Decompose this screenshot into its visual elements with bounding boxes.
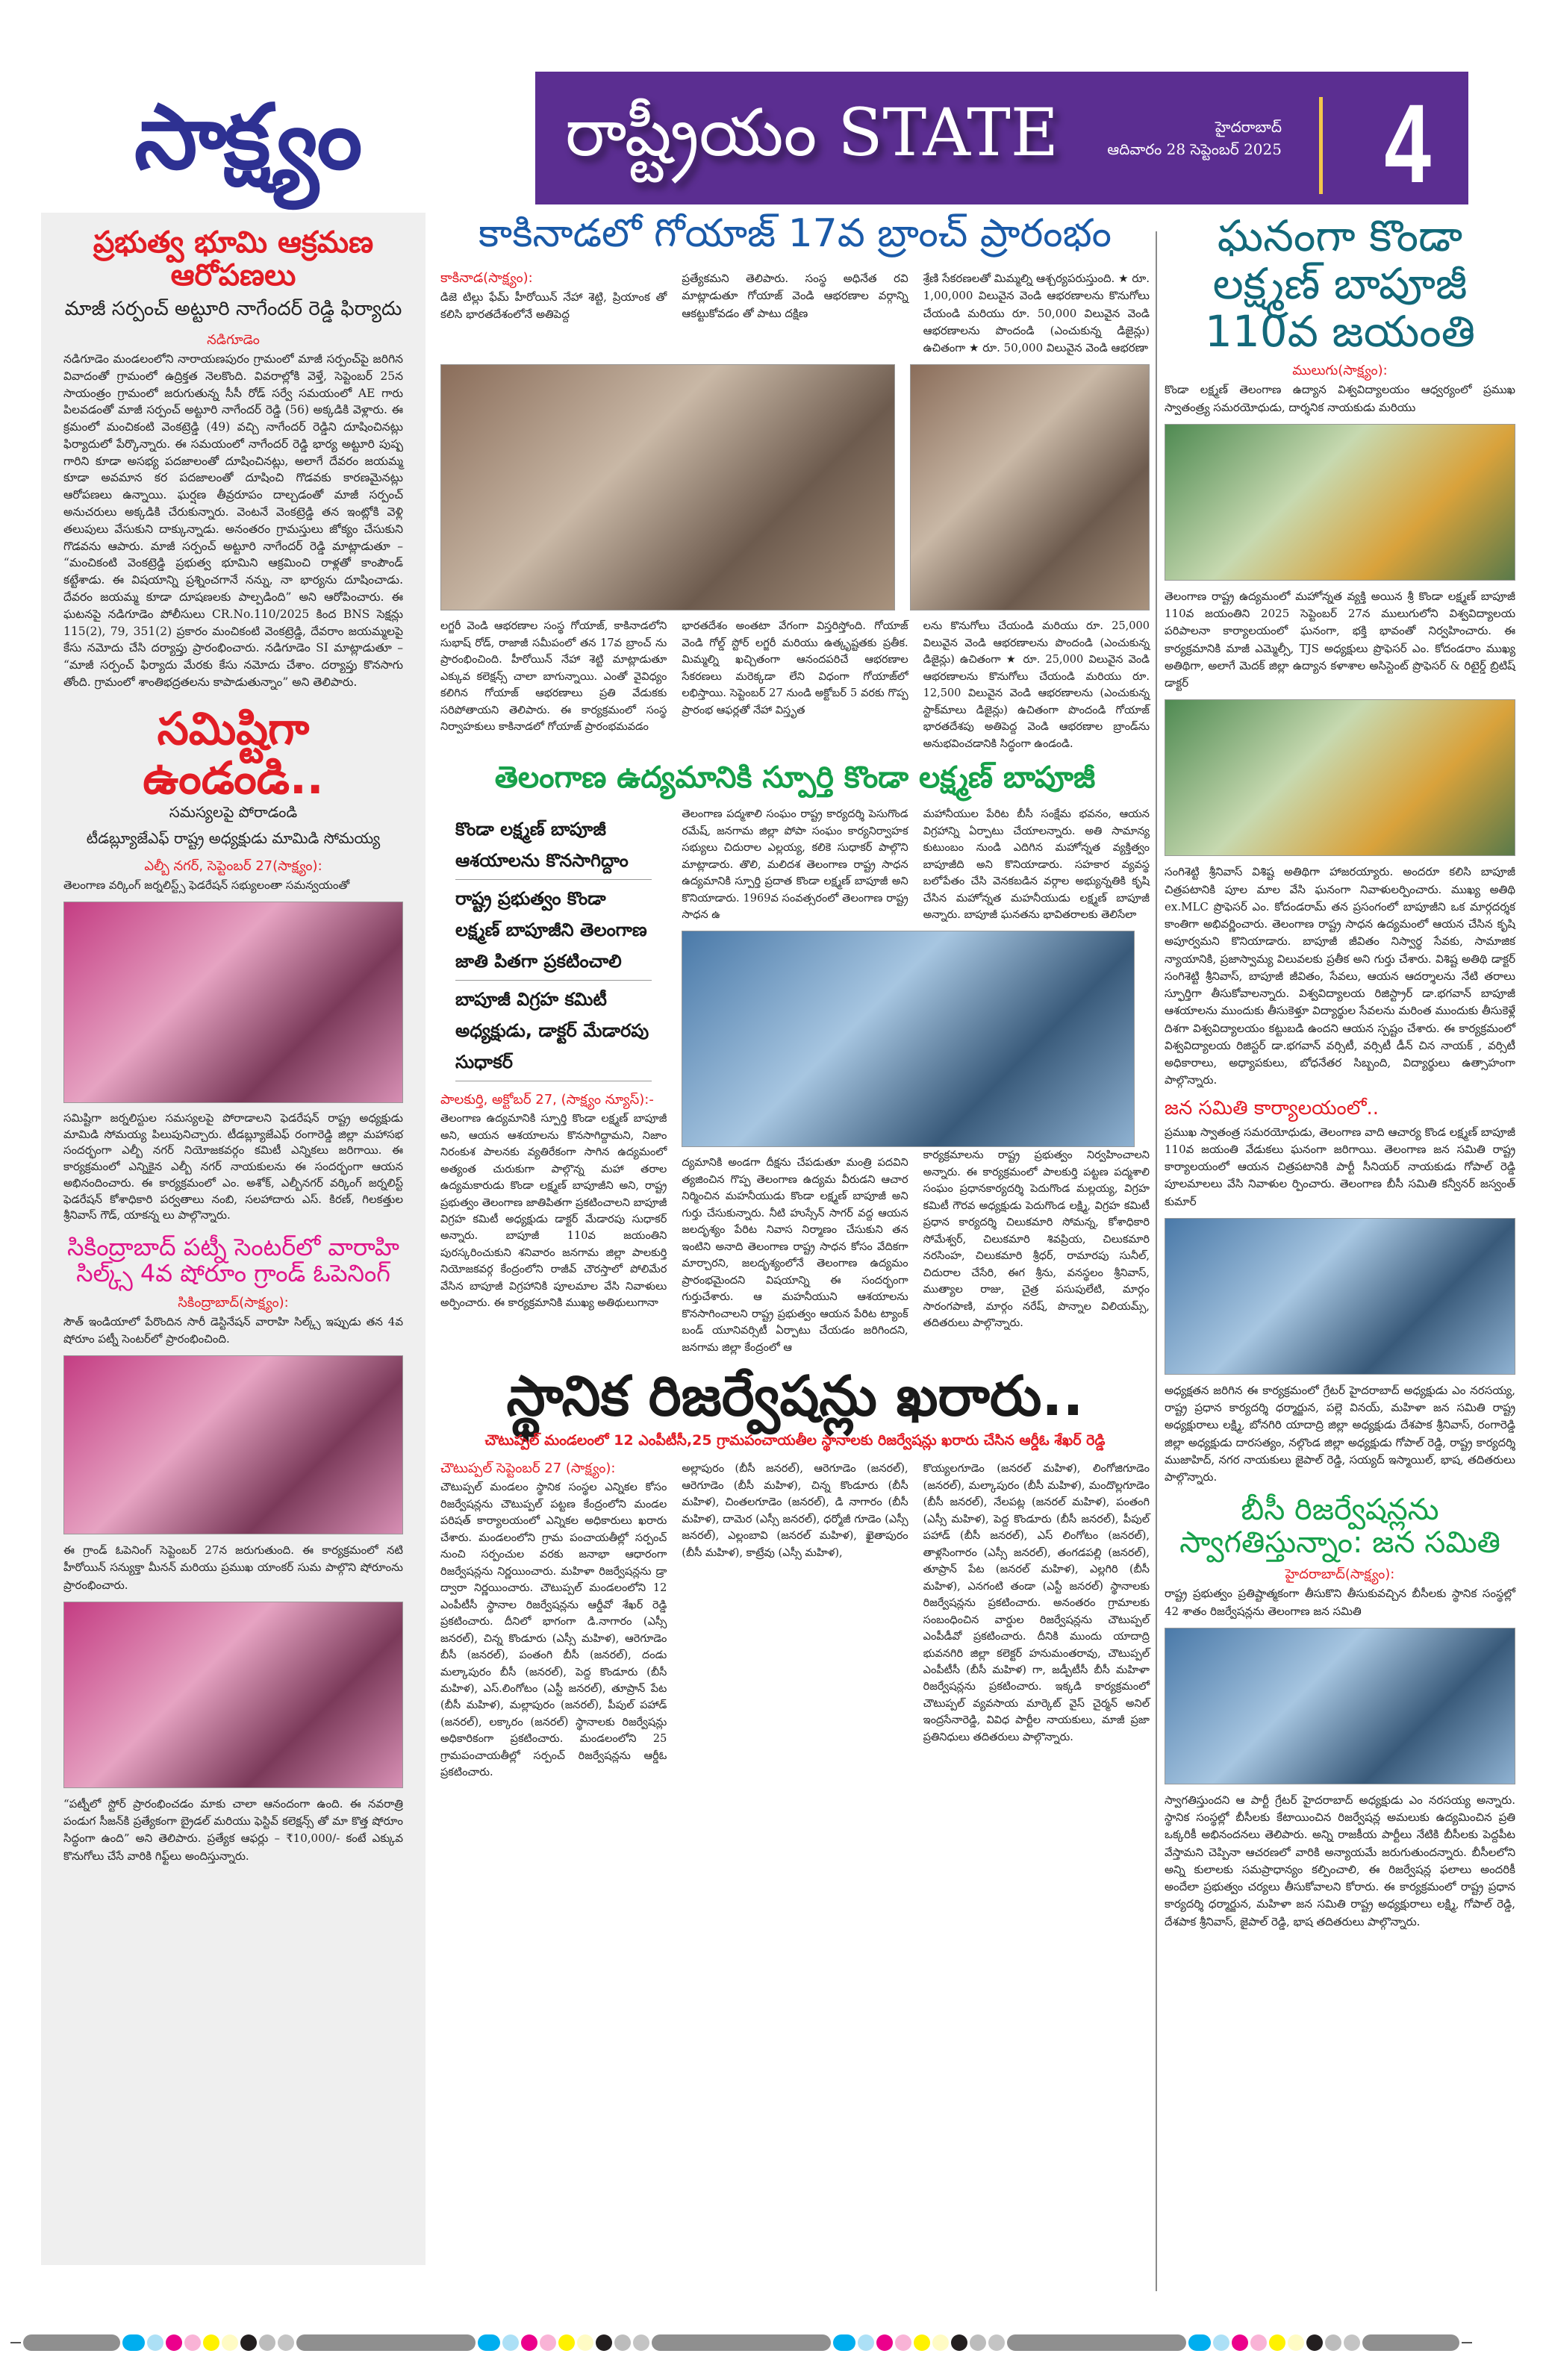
left-column [41, 213, 426, 2265]
gray-swatch [296, 2334, 476, 2351]
color-swatch [203, 2334, 219, 2351]
story-body: తెలంగాణ రాష్ట్ర ఉద్యమంలో మహోన్నత వ్యక్తి అయిన శ్రీ కొండా లక్ష్మణ్ బాపూజీ 110వ జయంతిని 2025 సెప్టెంబర్ 27న ములుగులోని విశ్వవిద్యాలయ పరిపాలనా కార్యాలయంలో ఘనంగా, భక్తి భావంతో నిర్వహించారు. ఈ కార్యక్రమానికి మాజీ ఎమ్మెల్సీ, TJS అధ్యక్షులు ప్రొఫెసర్ ఎం. కోదండరాం ముఖ్య అతిథిగా, అలాగే మెదక్ జిల్లా ఉద్యాన కళాశాల అసిస్టెంట్ ప్రొఫెసర్ & రిటైర్డ్ బ్రిటిష్ డాక్టర్ [1165, 589, 1515, 690]
tribute-ceremony-photo [1165, 699, 1515, 856]
story-subhead: జన సమితి కార్యాలయంలో.. [1165, 1096, 1380, 1119]
color-swatch [122, 2334, 145, 2351]
story-headline: బీసీ రిజర్వేషన్లను స్వాగతిస్తున్నాం: జన సమితి [1179, 1493, 1500, 1561]
gray-swatch [988, 2334, 1005, 2351]
banner-divider [1319, 97, 1323, 194]
color-swatch [1288, 2334, 1304, 2351]
color-swatch [970, 2334, 986, 2351]
story-headline: స్థానిక రిజర్వేషన్లు ఖరారు.. [506, 1364, 1084, 1429]
middle-column [440, 213, 1150, 1781]
color-swatch [1188, 2334, 1211, 2351]
color-swatch [614, 2334, 631, 2351]
pullquote: కొండా లక్ష్మణ్ బాపూజీ ఆశయాలను కొనసాగిద్దాం [455, 819, 629, 872]
story-subheadline: టీడబ్ల్యూజేఎఫ్ రాష్ట్ర అధ్యక్షుడు మామిడి సోమయ్య [86, 828, 381, 847]
story-body: భారతదేశం అంతటా వేగంగా విస్తరిస్తోంది. గోయాజ్ వెండి గోల్డ్ స్టోర్ లగ్జరీ మరియు ఉత్కృష్టతకు ప్రతీక. మిమ్మల్ని ఖచ్చితంగా ఆనందపరిచే ఆభరణాల సేకరణలు మరెక్కడా లేని విధంగా గోయాజ్‌లో లభిస్తాయి. సెప్టెంబర్ 27 నుండి అక్టోబర్ 5 వరకు గొప్ప ప్రారంభ ఆఫర్లతో నేహా విస్తృత [682, 620, 908, 716]
color-swatch [1269, 2334, 1285, 2351]
color-swatch [596, 2334, 612, 2351]
bc-reservation-meeting-photo [1165, 1628, 1515, 1784]
color-swatch [577, 2334, 593, 2351]
story-headline: తెలంగాణ ఉద్యమానికి స్పూర్తి కొండా లక్ష్మణ్ బాపూజీ [494, 760, 1096, 796]
color-swatch [833, 2334, 855, 2351]
gray-swatch [652, 2334, 831, 2351]
story-subheadline: మాజీ సర్పంచ్ అట్టూరి నాగేందర్ రెడ్డి ఫిర్యాదు [64, 298, 402, 320]
color-swatch [895, 2334, 911, 2351]
gray-swatch [278, 2334, 294, 2351]
color-swatch [951, 2334, 967, 2351]
jewellery-display-photo [910, 364, 1150, 610]
story-headline: సమిష్టిగా ఉండండి.. [143, 702, 324, 805]
print-registration-bar [10, 2334, 1533, 2352]
story-body: ద్యమానికి అండగా దీక్షను చేపడుతూ మంత్రి పదవిని త్యజించిన గొప్ప తెలంగాణ ఉద్యమ వీరుడని ఆచార నిర్మించిన మహనీయుడు కొండా లక్ష్మణ్ బాపూజీ అని గుర్తు చేసుకున్నారు. నీటి హుస్సేన్ సాగర్ వద్ద ఆయన జలదృశ్యం పేరిట నివాస నిర్మాణం చేసుకుని తన ఇంటిని అనాది తెలంగాణ రాష్ట్ర సాధన కోసం వేదికగా మార్చారని, జలదృశ్యంలోనే తెలంగాణ ఉద్యమం ప్రారంభమైందని విషయాన్ని ఈ సందర్భంగా గుర్తుచేశారు. ఆ మహనీయుని ఆశయాలను కొనసాగించాలని రాష్ట్ర ప్రభుత్వం ఆయన పేరిట ట్యాంక్ బండ్ యూనివర్సిటీ ఏర్పాటు చేయడం జరిగిందని, జనగామ జిల్లా కేంద్రంలో ఆ [682, 1157, 908, 1354]
color-swatch [222, 2334, 238, 2351]
story-body: నడిగూడెం మండలంలోని నారాయణపురం గ్రామంలో మాజీ సర్పంచ్‌పై జరిగిన వివాదంతో గ్రామంలో ఉద్రిక్తత నెలకొంది. వివరాల్లోకి వెళ్తే, సెప్టెంబర్ 25న సాయంత్రం గ్రామంలో జరుగుతున్న సీసీ రోడ్ సర్వే సమయంలో AE గారు పిలవడంతో మాజీ సర్పంచ్ అట్టూరి నాగేందర్ రెడ్డి (56) అక్కడికి వెళ్లారు. ఈ క్రమంలో మంచికంటి వెంకట్రెడ్డి (49) వచ్చి నాగేందర్ రెడ్డిని దూషించినట్లు ఫిర్యాదులో పేర్కొన్నారు. ఈ సమయంలో నాగేందర్ రెడ్డి భార్య అట్టూరి పుష్ప గారిని కూడా అసభ్య పదజాలంతో దూషించినట్లు, అలాగే దేవరం జయమ్మ కూడా అవమాన కర పదజాలంతో దూషించి గొడవకు కారణమైనట్లు ఆరోపణలు ఉన్నాయి. ఘర్షణ తీవ్రరూపం దాల్చడంతో మాజీ సర్పంచ్ అనుచరులు అక్కడికి చేరుకున్నారు. వెంటనే వెంకట్రెడ్డి తన ఇంట్లోకి వెళ్లి తలుపులు వేసుకుని దాక్కున్నాడు. అనంతరం గ్రామస్తులు జోక్యం చేసుకుని గొడవను ఆపారు. మాజీ సర్పంచ్ అట్టూరి నాగేందర్ రెడ్డి మాట్లాడుతూ – “మంచికంటి వెంకట్రెడ్డి ప్రభుత్వ భూమిని ఆక్రమించి రాళ్లతో కాంపౌండ్ కట్టేశాడు. ఈ విషయాన్ని ప్రశ్నించగానే నన్ను, నా భార్యను దూషించాడు. దేవరం జయమ్మ కూడా దూషణలకు పాల్పడింది” అని ఆరోపించారు. ఈ ఘటనపై నడిగూడెం పోలీసులు CR.No.110/2025 కింద BNS సెక్షన్లు 115(2), 79, 351(2) ప్రకారం మంచికంటి వెంకట్రెడ్డి, దేవరాం జయమ్మలపై కేసు నమోదు చేసి దర్యాప్తు ప్రారంభించారు. నడిగూడెం SI మాట్లాడుతూ – “మాజీ సర్పంచ్ ఫిర్యాదు మేరకు కేసు నమోదు చేశాం. దర్యాప్తు కొనసాగు తోంది. గ్రామంలో శాంతిభద్రతలను కాపాడుతున్నాం” అని తెలిపారు. [63, 352, 403, 689]
color-swatch [1213, 2334, 1229, 2351]
story-dateline: పాలకుర్తి, అక్టోబర్ 27, (సాక్ష్యం న్యూస్):- [440, 1092, 654, 1108]
story-headline: కాకినాడలో గోయాజ్ 17వ బ్రాంచ్ ప్రారంభం [478, 211, 1112, 256]
story-body-intro: తెలంగాణ వర్కింగ్ జర్నలిస్ట్స్ ఫెడరేషన్ సభ్యులంతా సమన్వయంతో [63, 878, 350, 892]
inauguration-photo [440, 364, 895, 610]
story-headline: ప్రభుత్వ భూమి ఆక్రమణ ఆరోపణలు [93, 225, 374, 293]
story-dateline: కాకినాడ(సాక్ష్యం): [440, 270, 533, 287]
story-body: అల్లాపురం (బీసీ జనరల్), ఆరెగూడెం (జనరల్), ఆరెగూడెం (బీసీ మహిళ), చిన్న కొండూరు (బీసీ మహిళ), చింతలగూడెం (జనరల్), డి నాగారం (బీసీ మహిళ), దామెర (ఎస్సీ జనరల్), ధర్మోజీ గూడెం (ఎస్సీ జనరల్), ఎల్లంబావి (జనరల్ మహిళ), ఖైతాపురం (బీసీ మహిళ), కాట్రేవు (ఎస్సీ మహిళ), [682, 1463, 908, 1559]
crop-mark [1462, 2342, 1472, 2343]
story-body: తెలంగాణ ఉద్యమానికి స్పూర్తి కొండా లక్ష్మణ్ బాపూజీ అని, ఆయన ఆశయాలను కొనసాగిద్దామని, నిజాం నిరంకుశ పాలనకు వ్యతిరేకంగా సాగిన ఉద్యమంలో అత్యంత చురుకుగా పాల్గొన్న మహా తరాల ఉద్యమకారుడు కొండా లక్ష్మణ్ బాపూజీని అని, రాష్ట్ర ప్రభుత్వం తెలంగాణ జాతిపితగా ప్రకటించాలని బాపూజీ విగ్రహ కమిటీ అధ్యక్షుడు డాక్టర్ మేడారపు సుధాకర్ అన్నారు. బాపూజీ 110వ జయంతిని పురస్కరించుకుని శనివారం జనగామ జిల్లా పాలకుర్తి నియోజకవర్గ కేంద్రంలోని రాజీవ్ చౌరస్తాలో పోలిమేర వేసిన బాపూజీ విగ్రహానికి పూలమాల వేసి నివాళులు అర్పించారు. ఈ కార్యక్రమానికి ముఖ్య అతిథులుగానా [440, 1113, 667, 1310]
gray-swatch [1362, 2334, 1459, 2351]
color-swatch [478, 2334, 500, 2351]
story-headline: ఘనంగా కొండా లక్ష్మణ్ బాపూజీ 110వ జయంతి [1204, 210, 1476, 357]
story-dateline: నడిగూడెం [207, 332, 260, 348]
story-dateline: ఎల్బీ నగర్, సెప్టెంబర్ 27(సాక్ష్యం): [144, 858, 322, 874]
story-subheadline: సమస్యలపై పోరాడండి [169, 802, 298, 821]
story-text-columns [440, 806, 1150, 1356]
story-body: సమిష్టిగా జర్నలిస్టుల సమస్యలపై పోరాడాలని ఫెడరేషన్ రాష్ట్ర అధ్యక్షుడు మామిడి సోమయ్య పిలుపునిచ్చారు. టీడబ్ల్యూజేఎఫ్ రంగారెడ్డి జిల్లా మహాసభ సందర్భంగా ఎల్బీ నగర్ నియోజకవర్గం కమిటీ ఎన్నికలు జరిగాయి. ఈ కార్యక్రమంలో ఎన్నికైన ఎల్బీ నగర్ నాయకులను ఈ సందర్భంగా ఆయన అభినందించారు. ఈ కార్యక్రమంలో ఎం. అశోక్, ఎల్బీనగర్ వర్కింగ్ జర్నలిస్ట్ ఫెడరేషన్ కోశాధికారి పర్వతాలు నంబి, సలహాదారు ఎస్. కిరణ్, గిలకత్తుల శ్రీనివాస్ గౌడ్, యాకన్న లు పాల్గొన్నారు. [63, 1111, 403, 1222]
newspaper-logo: సాక్ష్యం [134, 86, 360, 190]
color-swatch [914, 2334, 930, 2351]
story-body: లగ్జరీ వెండి ఆభరణాల సంస్థ గోయాజ్, కాకినాడలోని సుభాష్ రోడ్, రాజాజీ సమీపంలో తన 17వ బ్రాంచ్ ను ప్రారంభించింది. హీరోయిన్ నేహా శెట్టి మాట్లాడుతూ ఎక్కువ కలెక్షన్స్ చాలా బాగున్నాయి. ఎంతో వైవిధ్యం కలిగిన గోయాజ్ ఆభరణాలు ప్రతి వేడుకకు సరిపోతాయని తెలిపారు. ఈ కార్యక్రమంలో సంస్థ నిర్వాహకులు కాకినాడలో గోయాజ్ ప్రారంభమవడం [440, 620, 667, 734]
story-body: ఈ గ్రాండ్ ఓపెనింగ్ సెప్టెంబర్ 27న జరుగుతుంది. ఈ కార్యక్రమంలో నటి హీరోయిన్ సన్యుక్తా మీనన్ మరియు ప్రముఖ యాంకర్ సుమ పాల్గొని షోరూంను ప్రారంభించారు. [63, 1543, 403, 1592]
story-body: తెలంగాణ పద్మశాలి సంఘం రాష్ట్ర కార్యదర్శి పెసుగొండ రమేష్, జనగామ జిల్లా పోపా సంఘం కార్యనిర్వాహక సభ్యులు చిదురాల ఎల్లయ్య, కలికె సుధాకర్ పాల్గొని మాట్లాడారు. తొలి, మలిదశ తెలంగాణ రాష్ట్ర సాధన ఉద్యమానికి స్పూర్తి ప్రదాత కొండా లక్ష్మణ్ బాపూజీ అని కొనియాడారు. 1969వ సంవత్సరంలో తెలంగాణ రాష్ట్ర సాధన ఉ [682, 808, 908, 921]
story-text-columns [440, 1461, 1150, 1781]
gray-swatch [1007, 2334, 1186, 2351]
story-body: కొయ్యలగూడెం (జనరల్ మహిళ), లింగోజిగూడెం (జనరల్), మల్కాపురం (బీసీ మహిళ), మందొల్లగూడెం (బీసీ జనరల్), నేలపట్ల (జనరల్ మహిళ), పంతంగి (ఎస్సీ మహిళ), పెద్ద కొండూరు (బీసీ జనరల్), పీపుల్ పహాడ్ (బీసీ జనరల్), ఎస్ లింగోటం (జనరల్), తాళ్లసింగారం (ఎస్సీ జనరల్), తంగడపల్లి (జనరల్), తూప్రాన్ పేట (జనరల్ మహిళ), ఎల్లగిరి (బీసీ మహిళ), ఎనగంటి తండా (ఎస్టీ జనరల్) స్థానాలకు రిజర్వేషన్లను ప్రకటించారు. అనంతరం గ్రామాలకు సంబంధించిన వార్డుల రిజర్వేషన్లను చౌటుప్పల్ ఎంపీడీవో ప్రకటించారు. దీనికి ముందు యాదాద్రి భువనగిరి జిల్లా కలెక్టర్ హనుమంతరావు, చౌటుప్పల్ ఎంపీటీసీ (బీసీ మహిళ) గా, జడ్పీటీసీ బీసీ మహిళా రిజర్వేషన్లను ప్రకటించారు. ఇక్కడి కార్యక్రమంలో చౌటుప్పల్ వ్యవసాయ మార్కెట్ వైస్ చైర్మన్ అనిల్ ఇంద్రసేనారెడ్డి, వివిధ పార్టీల నాయకులు, మాజీ ప్రజా ప్రతినిధులు తదితరులు పాల్గొన్నారు. [923, 1463, 1150, 1743]
story-body-intro: కొండా లక్ష్మణ్ తెలంగాణ ఉద్యాన విశ్వవిద్యాలయం ఆధ్వర్యంలో ప్రముఖ స్వాతంత్ర్య సమరయోధుడు, దార్శనిక నాయకుడు మరియు [1165, 383, 1515, 414]
story-headline: సికింద్రాబాద్ పట్నీ సెంటర్‌లో వారాహి సిల్క్స్ 4వ షోరూం గ్రాండ్ ఓపెనింగ్ [67, 1233, 399, 1288]
gray-swatch [23, 2334, 120, 2351]
story-dateline: చౌటుప్పల్ సెప్టెంబర్ 27 (సాక్ష్యం): [440, 1461, 616, 1477]
gray-swatch [633, 2334, 649, 2351]
color-swatch [184, 2334, 201, 2351]
color-swatch [540, 2334, 556, 2351]
story-text-columns [440, 270, 1150, 357]
color-swatch [858, 2334, 874, 2351]
page-number: 4 [1383, 81, 1431, 206]
color-swatch [1325, 2334, 1341, 2351]
story-body: అధ్యక్షతన జరిగిన ఈ కార్యక్రమంలో గ్రేటర్ హైదరాబాద్ అధ్యక్షుడు ఎం నరసయ్య, రాష్ట్ర ప్రధాన కార్యదర్శి ధర్మార్జున, పల్లె వినయ్, మహిళా జన సమితి రాష్ట్ర అధ్యక్షురాలు లక్ష్మి, బోనగిరి యాదాద్రి జిల్లా అధ్యక్షుడు దేశపాక శ్రీనివాస్, రంగారెడ్డి జిల్లా అధ్యక్షుడు దారసత్యం, నల్గొండ జిల్లా అధ్యక్షుడు గోపాల్ రెడ్డి, రాష్ట్ర కార్యదర్శి ముజాహిద్, నగర నాయకులు జైపాల్ రెడ్డి, సయ్యద్ ఇస్మాయిల్, భాష, తదితరులు పాల్గొన్నారు. [1165, 1383, 1515, 1484]
color-swatch [147, 2334, 163, 2351]
color-swatch [932, 2334, 949, 2351]
story-body: లను కొనుగోలు చేయండి మరియు రూ. 25,000 విలువైన వెండి ఆభరణాలను పొందండి (ఎంచుకున్న డిజైన్లు) ఉచితంగా ★ రూ. 25,000 విలువైన వెండి ఆభరణాలను కొనుగోలు చేయండి మరియు రూ. 12,500 విలువైన వెండి ఆభరణాలను (ఎంచుకున్న స్టాక్‌మాలు డిజైన్లు) ఉచితంగా పొందండి గోయాజ్ భారతదేశపు అతిపెద్ద వెండి ఆభరణాల బ్రాండ్‌ను అనుభవించడానికి సిద్ధంగా ఉండండి. [923, 620, 1150, 750]
story-dateline: హైదరాబాద్(సాక్ష్యం): [1285, 1567, 1395, 1583]
color-swatch [521, 2334, 537, 2351]
color-swatch [166, 2334, 182, 2351]
story-body: సంగిశెట్టి శ్రీనివాస్ విశిష్ట అతిథిగా హాజరయ్యారు. అందరూ కలిసి బాపూజీ చిత్రపటానికి పూల మాల వేసి ఘనంగా నివాళులర్పించారు. ముఖ్య అతిథి ex.MLC ప్రొఫెసర్ ఎం. కోదండరామ్ తన ప్రసంగంలో బాపూజీని ఒక మార్గదర్శక కాంతిగా అభివర్ణించారు. తెలంగాణ రాష్ట్ర సాధన ఉద్యమంలో ఆయన చేసిన కృషి అపూర్వమని కొనియాడారు. బాపూజీ జీవితం నిస్వార్థ సేవకు, సామాజిక న్యాయానికి, ప్రజాస్వామ్య విలువలకు ప్రతీక అని గుర్తు చేశారు. విశిష్ట అతిథి డాక్టర్ సంగిశెట్టి శ్రీనివాస్, బాపూజీ జీవితం, సేవలు, ఆయన ఆదర్శాలను నేటి తరాలు స్ఫూర్తిగా తీసుకోవాలన్నారు. విశ్వవిద్యాలయ రిజిస్ట్రార్ డా.భగవాన్ బాపూజీ ఆశయాలను ముందుకు తీసుకెళ్తూ విద్యార్థుల సేవలను మరింత ముందుకు తీసుకెళ్లే దిశగా విశ్వవిద్యాలయం కట్టుబడి ఉందని ఆయన స్పష్టం చేశారు. ఈ కార్యక్రమంలో విశ్వవిద్యాలయ రిజిస్టర్ డా.భగవాన్ వర్సిటీ, వర్సిటీ డీన్ చిన నాయక్ , వర్సిటీ అధికారాలు, అధ్యాపకులు, బోధనేతర సిబ్బంది, విద్యార్థులు ఉత్సాహంగా పాల్గొన్నారు. [1165, 865, 1515, 1087]
story-body-intro: రాష్ట్ర ప్రభుత్వం ప్రతిష్టాత్మకంగా తీసుకొని తీసుకువచ్చిన బీసీలకు స్థానిక సంస్థల్లో 42 శాతం రిజర్వేషన్లను తెలంగాణ జన సమితి [1165, 1587, 1515, 1618]
story-text-columns [440, 618, 1150, 752]
color-swatch [1306, 2334, 1323, 2351]
color-swatch [259, 2334, 275, 2351]
university-event-photo [1165, 424, 1515, 581]
story-dateline: ములుగు(సాక్ష్యం): [1292, 363, 1388, 379]
color-swatch [502, 2334, 519, 2351]
story-strapline: చౌటుప్పల్ మండలంలో 12 ఎంపీటీసీ,25 గ్రామపంచాయతీల స్థానాలకు రిజర్వేషన్లు ఖరారు చేసిన ఆర్డీఓ శేఖర్ రెడ్డి [484, 1432, 1106, 1449]
right-column [1165, 210, 1515, 1931]
color-swatch [240, 2334, 257, 2351]
color-swatch [1250, 2334, 1267, 2351]
story-body: ప్రముఖ స్వాతంత్ర సమరయోధుడు, తెలంగాణ వాది ఆచార్య కొండ లక్ష్మణ్ బాపూజీ 110వ జయంతి వేడుకలు ఘనంగా జరిగాయి. తెలంగాణ జన సమితి రాష్ట్ర కార్యాలయంలో ఆయన చిత్రపటానికి పార్టీ సీనియర్ నాయకుడు గోపాల్ రెడ్డి పూలమాలలు వేసి నివాళుల ర్పించారు. తెలంగాణ బీసీ సమితి కన్వీనర్ జస్వంత్ కుమార్ [1165, 1125, 1515, 1208]
crop-mark [10, 2342, 21, 2343]
color-swatch [1232, 2334, 1248, 2351]
jana-samithi-office-photo [1165, 1218, 1515, 1375]
pullquote-box [440, 806, 667, 1092]
journalists-group-photo [63, 902, 403, 1103]
column-divider [1156, 231, 1157, 2291]
color-swatch [876, 2334, 893, 2351]
story-body-intro: సౌత్ ఇండియాలో పేరొందిన సారీ డెస్టినేషన్ వారాహి సిల్క్స్ ఇప్పుడు తన 4వ షోరూం పట్నీ సెంటర్‌లో ప్రారంభించింది. [63, 1314, 403, 1346]
story-body: డిజె టిల్లు ఫేమ్ హీరోయిన్ నేహా శెట్టి, ప్రియాంక తో కలిసి భారతదేశంలోనే అతిపెద్ద [440, 290, 667, 322]
edition-city: హైదరాబాద్ [1215, 118, 1282, 136]
story-body: శ్రేణి సేకరణలతో మిమ్మల్ని ఆశ్చర్యపరుస్తుంది. ★ రూ. 1,00,000 విలువైన వెండి ఆభరణాలను కొనుగోలు చేయండి మరియు రూ. 50,000 విలువైన వెండి ఆభరణాలను పొందండి (ఎంచుకున్న డిజైన్లు) ఉచితంగా ★ రూ. 50,000 విలువైన వెండి ఆభరణా [923, 272, 1150, 355]
pullquote: బాపూజీ విగ్రహ కమిటీ అధ్యక్షుడు, డాక్టర్ మేడారపు సుధాకర్ [455, 989, 649, 1073]
saree-showroom-photo [63, 1602, 403, 1788]
section-title: రాష్ట్రీయం STATE [565, 94, 1059, 171]
story-body: మహానీయుల పేరిట బీసీ సంక్షేమ భవనం, ఆయన విగ్రహాన్ని ఏర్పాటు చేయాలన్నారు. అతి సామాన్య కుటుంబం నుండి ఎదిగిన మహోన్నత వ్యక్తిత్వం బాపూజీది అని కొనియాడారు. సహకార వ్యవస్థ బలోపేతం చేసి వెనకబడిన వర్గాల అభ్యున్నతికి కృషి చేసిన మహోన్నత మహనీయుడు లక్ష్మణ్ బాపూజీ అన్నారు. బాపూజీ ఘనతను భావితరాలకు తెలిసేలా [923, 808, 1150, 921]
color-swatch [558, 2334, 575, 2351]
pullquote: రాష్ట్ర ప్రభుత్వం కొండా లక్ష్మణ్ బాపూజీని తెలంగాణ జాతి పితగా ప్రకటించాలి [455, 888, 647, 972]
showroom-opening-photo [63, 1355, 403, 1534]
section-banner [535, 72, 1468, 204]
story-body: చౌటుప్పల్ మండలం స్థానిక సంస్థల ఎన్నికల కోసం రిజర్వేషన్లను చౌటుప్పల్ పట్టణ కేంద్రంలోని మండల పరిషత్ కార్యాలయంలో ఎన్నికల అధికారులు ఖరారు చేశారు. మండలంలోని గ్రామ పంచాయతీల్లో సర్పంచ్ నుంచి సర్పంచుల వరకు జనాభా ఆధారంగా రిజర్వేషన్లను నిర్ణయించారు. మహిళా రిజర్వేషన్లను డ్రా ద్వారా నిర్ణయించారు. చౌటుప్పల్ మండలంలోని 12 ఎంపీటీసీ స్థానాల రిజర్వేషన్లను ఆర్డీవో శేఖర్ రెడ్డి ప్రకటించారు. దీనిలో భాగంగా డి.నాగారం (ఎస్సీ జనరల్), చిన్న కొండూరు (ఎస్సీ మహిళ), ఆరెగూడెం బీసీ (జనరల్), పంతంగి బీసీ (జనరల్), దండు మల్కాపురం బీసీ (జనరల్), పెద్ద కొండూరు (బీసీ మహిళ), ఎస్.లింగోటం (ఎస్టీ జనరల్), తూప్రాన్ పేట (బీసీ మహిళ), మల్లాపురం (జనరల్), పీపుల్ పహాడ్ (జనరల్), లక్కారం (జనరల్) స్థానాలకు రిజర్వేషన్లు అధికారికంగా ప్రకటించారు. మండలంలోని 25 గ్రామపంచాయతీల్లో సర్పంచ్ రిజర్వేషన్లను ఆర్డీఓ ప్రకటించారు. [440, 1481, 667, 1779]
edition-date: ఆదివారం 28 సెప్టెంబర్ 2025 [1107, 140, 1282, 158]
story-body: ప్రత్యేకమని తెలిపారు. సంస్థ అధినేత రవి మాట్లాడుతూ గోయాజ్ వెండి ఆభరణాల వర్గాన్ని ఆకట్టుకోవడం తో పాటు దక్షిణ [682, 272, 908, 320]
story-body: కార్యక్రమాలను రాష్ట్ర ప్రభుత్వం నిర్వహించాలని అన్నారు. ఈ కార్యక్రమంలో పాలకుర్తి పట్టణ పద్మశాలి సంఘం ప్రధానకార్యదర్శి పెదుగొండ మల్లయ్య, విగ్రహ కమిటీ గౌరవ అధ్యక్షుడు పెదుగొండ లక్ష్మి, విగ్రహ కమిటీ ప్రధాన కార్యదర్శి చిలుకమారి సోమన్న, కోశాధికారి సోమేశ్వర్, చిలుకమారి శివప్రియ, చిలుకమారి నరసింహ, చిలుకమారి శ్రీధర్, రామారపు సునీల్, చిదురాల చేసేరి, ఈగ శ్రీను, వనస్థలం శ్రీనివాస్, ముత్యాల రాజు, చైత్ర పసుపులేటి, మార్గం సారంగపాణి, మార్గం నరేష్, పొన్నాల విలియమ్స్, తదితరులు పాల్గొన్నారు. [923, 1149, 1150, 1330]
story-body: స్వాగతిస్తుందని ఆ పార్టీ గ్రేటర్ హైదరాబాద్ అధ్యక్షుడు ఎం నరసయ్య అన్నారు. స్థానిక సంస్థల్లో బీసీలకు కేటాయించిన రిజర్వేషన్ల అమలుకు ఉద్యమించిన ప్రతి ఒక్కరికీ అభినందనలు తెలిపారు. అన్ని రాజకీయ పార్టీలు నేటికి బీసీలకు పెద్దపీట వేస్తామని చెప్పినా ఆచరణలో వారికి అన్యాయమే జరుగుతుందన్నారు. బీసీలలోని అన్ని కులాలకు సమప్రాధాన్యం కల్పించాలి, ఈ రిజర్వేషన్ల ఫలాలు అందరికీ అందేలా ప్రభుత్వం చర్యలు తీసుకోవాలని కోరారు. ఈ కార్యక్రమంలో రాష్ట్ర ప్రధాన కార్యదర్శి ధర్మార్జున, మహిళా జన సమితి రాష్ట్ర అధ్యక్షురాలు లక్ష్మి, గోపాల్ రెడ్డి, దేశపాక శ్రీనివాస్, జైపాల్ రెడ్డి, భాష తదితరులు పాల్గొన్నారు. [1165, 1793, 1515, 1928]
story-body: “పట్నీలో స్టోర్ ప్రారంభించడం మాకు చాలా ఆనందంగా ఉంది. ఈ నవరాత్రి పండుగ సీజన్‌కి ప్రత్యేకంగా బ్రైడల్ మరియు ఫెస్టివ్ కలెక్షన్స్ తో మా కొత్త షోరూం సిద్ధంగా ఉంది” అని తెలిపారు. ప్రత్యేక ఆఫర్లు – ₹10,000/- కంటే ఎక్కువ కొనుగోలు చేసే వారికి గిఫ్ట్‌లు అందిస్తున్నారు. [63, 1796, 403, 1863]
gray-swatch [1344, 2334, 1360, 2351]
story-dateline: సికింద్రాబాద్(సాక్ష్యం): [178, 1294, 289, 1311]
